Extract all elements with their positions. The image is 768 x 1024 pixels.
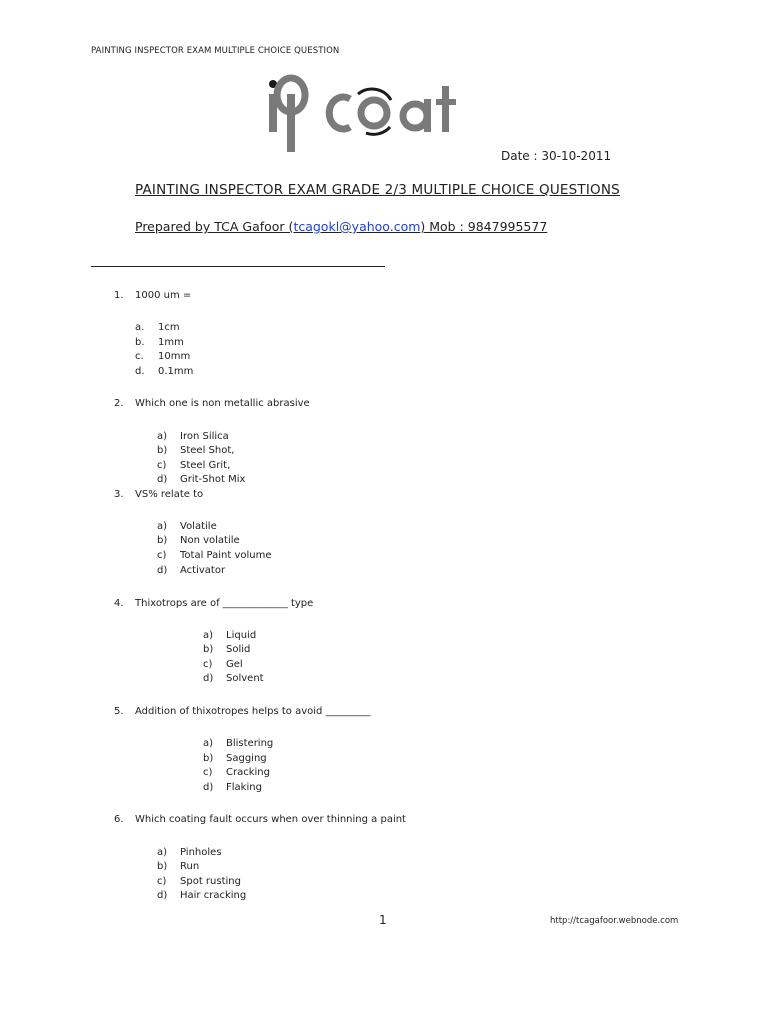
option-letter: a): [157, 521, 168, 532]
option-text: Total Paint volume: [180, 550, 272, 561]
option-text: Activator: [180, 565, 226, 576]
question-text: Which coating fault occurs when over thinning a paint: [135, 814, 406, 825]
option-letter: c): [203, 659, 213, 670]
option-text: Solvent: [226, 673, 264, 684]
option-text: Volatile: [180, 521, 217, 532]
option-letter: b): [157, 445, 168, 456]
question-number: 2.: [114, 398, 124, 409]
option-text: Blistering: [226, 738, 274, 749]
option-letter: c): [203, 767, 213, 778]
option-text: Steel Grit,: [180, 460, 231, 471]
option-text: Hair cracking: [180, 890, 247, 901]
option-letter: a): [157, 431, 168, 442]
option-letter: c): [157, 550, 167, 561]
option-text: 1mm: [158, 337, 184, 348]
option-text: Steel Shot,: [180, 445, 235, 456]
question-number: 6.: [114, 814, 124, 825]
option-letter: d): [157, 890, 168, 901]
prepared-prefix: Prepared by TCA Gafoor (: [135, 219, 294, 234]
option-letter: d): [157, 565, 168, 576]
option-letter: b): [203, 753, 214, 764]
question-number: 3.: [114, 489, 124, 500]
question-number: 4.: [114, 598, 124, 609]
question-text: Thixotrops are of _____________ type: [135, 598, 314, 609]
ipcoat-logo: [262, 72, 467, 154]
option-text: Iron Silica: [180, 431, 229, 442]
option-text: Sagging: [226, 753, 267, 764]
footer-url-link[interactable]: http://tcagafoor.webnode.com: [550, 916, 679, 926]
question-text: 1000 um =: [135, 290, 192, 301]
question-number: 1.: [114, 290, 124, 301]
document-date: Date : 30-10-2011: [501, 149, 612, 163]
option-letter: d): [157, 474, 168, 485]
option-text: Solid: [226, 644, 251, 655]
option-text: 10mm: [158, 351, 191, 362]
page-number: 1: [379, 913, 387, 927]
option-letter: d): [203, 673, 214, 684]
option-text: Cracking: [226, 767, 270, 778]
page-title: PAINTING INSPECTOR EXAM GRADE 2/3 MULTIPLE CHOICE QUESTIONS: [135, 182, 620, 198]
option-text: Spot rusting: [180, 876, 241, 887]
option-letter: b.: [135, 337, 145, 348]
option-letter: b): [157, 535, 168, 546]
option-letter: d.: [135, 366, 145, 377]
option-letter: c.: [135, 351, 144, 362]
question-text: Addition of thixotropes helps to avoid _________: [135, 706, 371, 717]
option-text: Pinholes: [180, 847, 222, 858]
option-text: Non volatile: [180, 535, 240, 546]
option-letter: d): [203, 782, 214, 793]
option-letter: a): [203, 630, 214, 641]
author-email-link[interactable]: tcagokl@yahoo.com: [293, 219, 421, 234]
option-letter: a.: [135, 322, 145, 333]
option-text: 0.1mm: [158, 366, 194, 377]
running-header: PAINTING INSPECTOR EXAM MULTIPLE CHOICE QUESTION: [91, 46, 340, 56]
prepared-suffix: ) Mob : 9847995577: [420, 219, 548, 234]
option-text: 1cm: [158, 322, 180, 333]
option-letter: b): [157, 861, 168, 872]
option-text: Gel: [226, 659, 243, 670]
prepared-by-line: [135, 219, 547, 234]
question-number: 5.: [114, 706, 124, 717]
option-letter: c): [157, 460, 167, 471]
option-letter: b): [203, 644, 214, 655]
divider-line: [91, 266, 385, 267]
option-text: Grit-Shot Mix: [180, 474, 246, 485]
option-letter: c): [157, 876, 167, 887]
option-letter: a): [203, 738, 214, 749]
option-text: Liquid: [226, 630, 257, 641]
question-text: Which one is non metallic abrasive: [135, 398, 310, 409]
question-text: VS% relate to: [135, 489, 204, 500]
option-text: Run: [180, 861, 200, 872]
option-text: Flaking: [226, 782, 262, 793]
option-letter: a): [157, 847, 168, 858]
